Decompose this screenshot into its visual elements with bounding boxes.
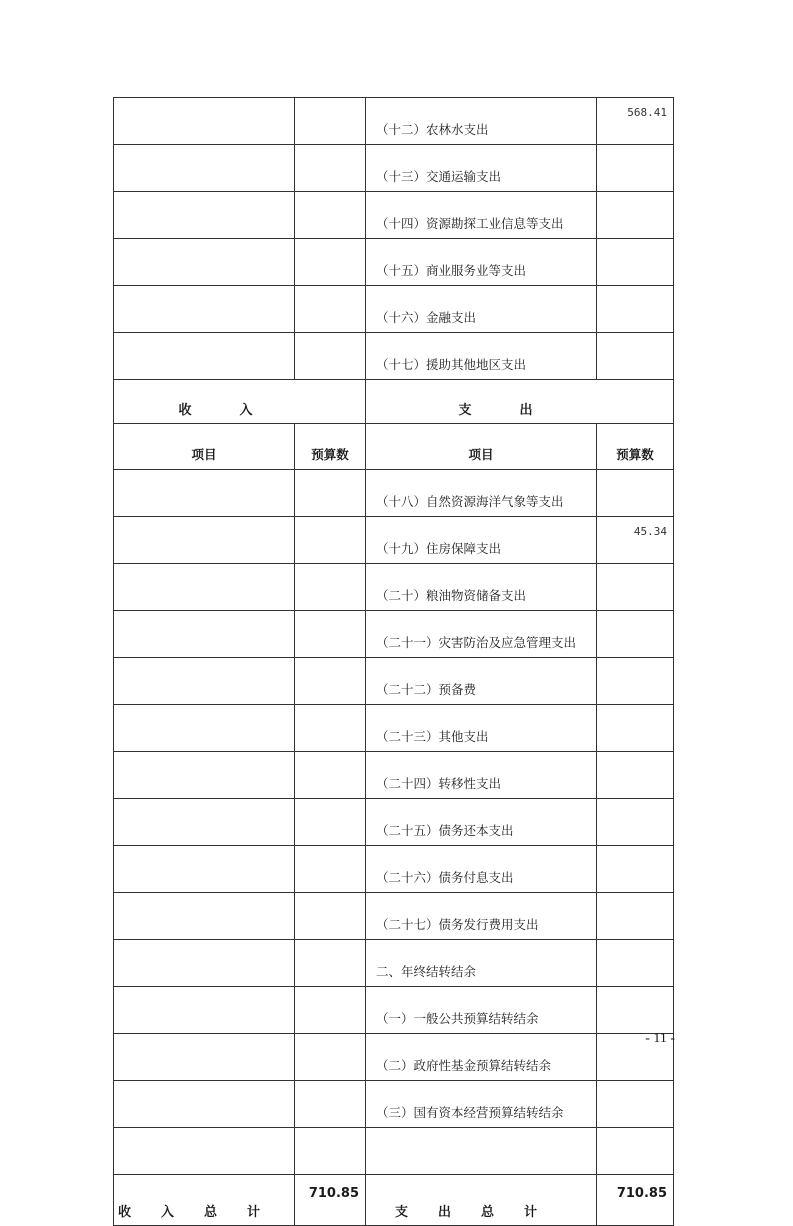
income-amount-cell <box>295 470 366 517</box>
income-amount-cell <box>295 987 366 1034</box>
section-row <box>114 380 674 424</box>
expense-item-cell: （一）一般公共预算结转结余 <box>366 987 597 1034</box>
expense-item-cell: （十二）农林水支出 <box>366 98 597 145</box>
table-row <box>114 658 674 705</box>
income-amount-cell <box>295 1034 366 1081</box>
expense-amount-cell <box>597 333 674 380</box>
table-row <box>114 98 674 145</box>
table-row <box>114 192 674 239</box>
income-item-cell <box>114 145 295 192</box>
budget-table-bottom-rows <box>114 470 674 1175</box>
income-section-title: 收入 <box>114 380 366 424</box>
expense-amount-cell <box>597 1081 674 1128</box>
expense-item-cell: （二十五）债务还本支出 <box>366 799 597 846</box>
income-item-cell <box>114 846 295 893</box>
table-row <box>114 705 674 752</box>
expense-item-cell: （十七）援助其他地区支出 <box>366 333 597 380</box>
table-row <box>114 611 674 658</box>
income-amount-cell <box>295 705 366 752</box>
expense-item-header: 项目 <box>366 424 597 470</box>
income-amount-cell <box>295 1128 366 1175</box>
table-row <box>114 752 674 799</box>
expense-amount-cell <box>597 987 674 1034</box>
table-row <box>114 564 674 611</box>
income-item-cell <box>114 470 295 517</box>
budget-table <box>113 97 674 1226</box>
income-item-cell <box>114 286 295 333</box>
income-item-cell <box>114 893 295 940</box>
table-row <box>114 517 674 564</box>
expense-item-cell: 二、年终结转结余 <box>366 940 597 987</box>
expense-item-cell: （二十六）债务付息支出 <box>366 846 597 893</box>
income-amount-cell <box>295 611 366 658</box>
income-item-cell <box>114 705 295 752</box>
expense-amount-cell <box>597 893 674 940</box>
expense-amount-cell <box>597 846 674 893</box>
expense-item-cell: （二十）粮油物资储备支出 <box>366 564 597 611</box>
income-item-cell <box>114 940 295 987</box>
table-row <box>114 799 674 846</box>
table-row <box>114 470 674 517</box>
income-amount-cell <box>295 286 366 333</box>
expense-amount-cell <box>597 940 674 987</box>
expense-amount-cell: 568.41 <box>597 98 674 145</box>
income-item-cell <box>114 799 295 846</box>
income-item-cell <box>114 987 295 1034</box>
income-item-cell <box>114 1034 295 1081</box>
income-item-header: 项目 <box>114 424 295 470</box>
income-item-cell <box>114 564 295 611</box>
expense-amount-cell <box>597 799 674 846</box>
income-item-cell <box>114 517 295 564</box>
expense-item-cell: （二十七）债务发行费用支出 <box>366 893 597 940</box>
table-row <box>114 987 674 1034</box>
table-row <box>114 333 674 380</box>
table-row <box>114 940 674 987</box>
expense-amount-cell <box>597 564 674 611</box>
expense-item-cell: （二）政府性基金预算结转结余 <box>366 1034 597 1081</box>
income-item-cell <box>114 98 295 145</box>
income-total-label: 收入总计 <box>114 1175 295 1226</box>
total-row <box>114 1175 674 1226</box>
expense-item-cell: （十五）商业服务业等支出 <box>366 239 597 286</box>
expense-item-cell: （二十二）预备费 <box>366 658 597 705</box>
budget-table-section-header <box>114 380 674 470</box>
expense-amount-cell <box>597 752 674 799</box>
income-item-cell <box>114 192 295 239</box>
income-amount-cell <box>295 239 366 286</box>
income-item-cell <box>114 752 295 799</box>
expense-amount-cell <box>597 192 674 239</box>
income-item-cell <box>114 333 295 380</box>
income-amount-cell <box>295 98 366 145</box>
income-amount-cell <box>295 145 366 192</box>
income-item-cell <box>114 1128 295 1175</box>
expense-amount-cell <box>597 611 674 658</box>
income-amount-cell <box>295 799 366 846</box>
expense-amount-cell <box>597 286 674 333</box>
table-row <box>114 145 674 192</box>
budget-table-total <box>114 1175 674 1226</box>
income-item-cell <box>114 658 295 705</box>
expense-amount-cell <box>597 470 674 517</box>
expense-amount-cell <box>597 705 674 752</box>
income-amount-cell <box>295 893 366 940</box>
expense-item-cell: （二十三）其他支出 <box>366 705 597 752</box>
expense-item-cell <box>366 1128 597 1175</box>
table-row <box>114 1081 674 1128</box>
expense-item-cell: （三）国有资本经营预算结转结余 <box>366 1081 597 1128</box>
income-item-cell <box>114 239 295 286</box>
expense-item-cell: （十四）资源勘探工业信息等支出 <box>366 192 597 239</box>
expense-item-cell: （十九）住房保障支出 <box>366 517 597 564</box>
expense-amount-cell <box>597 1128 674 1175</box>
table-row <box>114 893 674 940</box>
table-row <box>114 239 674 286</box>
column-header-row <box>114 424 674 470</box>
expense-item-cell: （二十一）灾害防治及应急管理支出 <box>366 611 597 658</box>
income-amount-cell <box>295 846 366 893</box>
income-amount-header: 预算数 <box>295 424 366 470</box>
income-item-cell <box>114 611 295 658</box>
page-number: - 11 - <box>645 1031 675 1046</box>
income-amount-cell <box>295 192 366 239</box>
expense-amount-cell <box>597 658 674 705</box>
table-row <box>114 1034 674 1081</box>
income-total-amount: 710.85 <box>295 1175 366 1226</box>
income-item-cell <box>114 1081 295 1128</box>
income-amount-cell <box>295 517 366 564</box>
income-amount-cell <box>295 333 366 380</box>
income-amount-cell <box>295 752 366 799</box>
expense-total-label: 支出总计 <box>366 1175 597 1226</box>
income-amount-cell <box>295 658 366 705</box>
expense-item-cell: （十六）金融支出 <box>366 286 597 333</box>
expense-total-amount: 710.85 <box>597 1175 674 1226</box>
expense-section-title: 支出 <box>366 380 674 424</box>
income-amount-cell <box>295 1081 366 1128</box>
table-row <box>114 1128 674 1175</box>
expense-item-cell: （二十四）转移性支出 <box>366 752 597 799</box>
expense-amount-cell: 45.34 <box>597 517 674 564</box>
income-amount-cell <box>295 564 366 611</box>
expense-item-cell: （十三）交通运输支出 <box>366 145 597 192</box>
expense-amount-header: 预算数 <box>597 424 674 470</box>
income-amount-cell <box>295 940 366 987</box>
budget-table-top-rows <box>114 98 674 380</box>
table-row <box>114 846 674 893</box>
expense-amount-cell <box>597 145 674 192</box>
expense-amount-cell <box>597 239 674 286</box>
table-row <box>114 286 674 333</box>
expense-item-cell: （十八）自然资源海洋气象等支出 <box>366 470 597 517</box>
